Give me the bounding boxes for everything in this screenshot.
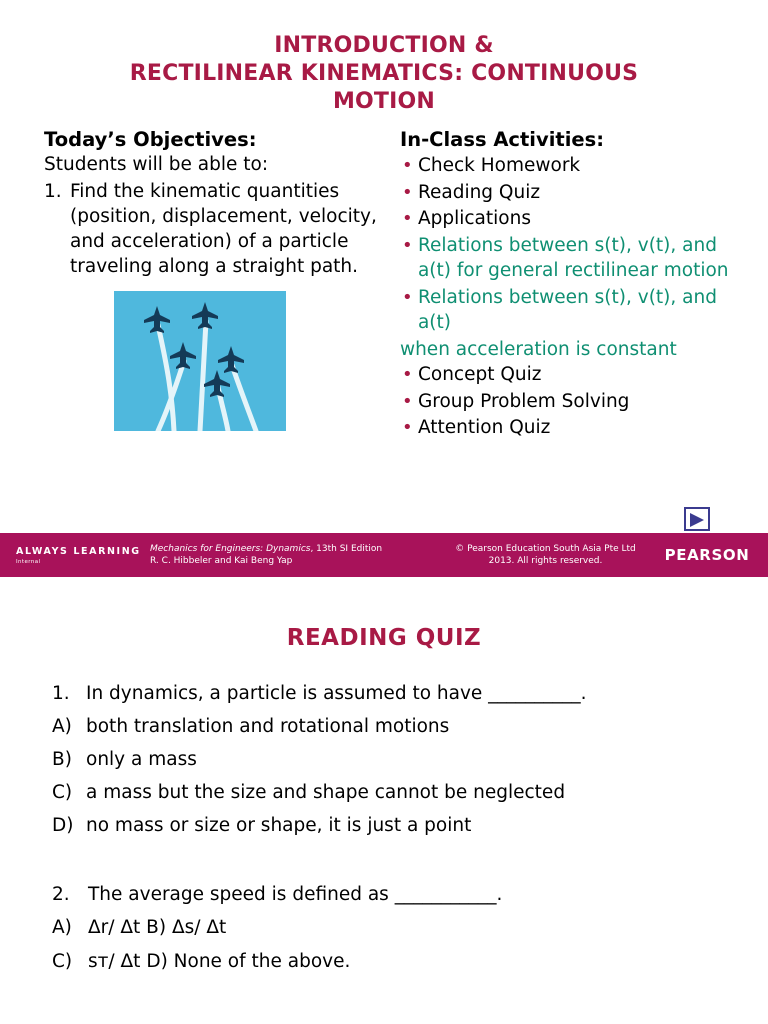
activities-heading: In-Class Activities: bbox=[399, 128, 605, 151]
option-text: a mass but the size and shape cannot be neglected bbox=[86, 782, 566, 803]
slide-columns bbox=[0, 116, 768, 442]
option-text: sᴛ/ Δt D) None of the above. bbox=[88, 951, 351, 972]
internal-label: Internal bbox=[16, 558, 41, 565]
question-option[interactable] bbox=[52, 911, 768, 945]
option-label: D) bbox=[52, 815, 74, 836]
objectives-heading: Today’s Objectives: bbox=[44, 128, 257, 151]
objective-item bbox=[44, 179, 400, 279]
question-text: The average speed is defined as ___________. bbox=[88, 884, 503, 905]
activity-item bbox=[400, 153, 752, 179]
bullet-icon: • bbox=[401, 364, 413, 385]
slide-reading-quiz bbox=[0, 577, 768, 1024]
question-stem bbox=[52, 677, 768, 710]
activity-label: Check Homework bbox=[417, 155, 581, 176]
activity-item bbox=[400, 415, 752, 441]
slide-footer-bar bbox=[0, 533, 768, 577]
activity-item bbox=[400, 180, 752, 206]
jets-illustration bbox=[114, 291, 286, 431]
objectives-column bbox=[16, 128, 400, 442]
option-text: both translation and rotational motions bbox=[86, 716, 450, 737]
activities-column bbox=[400, 128, 752, 442]
book-reference bbox=[150, 543, 445, 567]
bullet-icon: • bbox=[401, 181, 413, 203]
book-edition: , 13th SI Edition bbox=[310, 544, 383, 554]
objective-text: Find the kinematic quantities (position, displacement, velocity, and acceleration) of a particle traveling along a straight path. bbox=[70, 181, 377, 277]
pearson-play-icon bbox=[684, 507, 710, 531]
option-label: C) bbox=[52, 951, 73, 972]
jets-formation-image bbox=[114, 291, 286, 431]
question-number: 2. bbox=[52, 884, 70, 905]
bullet-icon: • bbox=[401, 286, 413, 308]
activity-label: Applications bbox=[417, 208, 531, 229]
book-title: Mechanics for Engineers: Dynamics bbox=[150, 544, 311, 554]
always-learning-logo bbox=[0, 546, 150, 565]
question-2 bbox=[0, 878, 768, 979]
activity-label: Reading Quiz bbox=[417, 181, 541, 203]
activity-item bbox=[400, 233, 752, 284]
option-label: A) bbox=[52, 716, 72, 737]
option-text: no mass or size or shape, it is just a point bbox=[86, 815, 472, 836]
bullet-icon: • bbox=[401, 417, 413, 438]
bullet-icon: • bbox=[401, 234, 413, 256]
pearson-logo bbox=[646, 533, 768, 577]
bullet-icon: • bbox=[401, 208, 413, 229]
book-title-line bbox=[150, 543, 445, 555]
question-number: 1. bbox=[52, 683, 70, 704]
copyright-line-1: © Pearson Education South Asia Pte Ltd bbox=[455, 544, 636, 554]
question-option[interactable] bbox=[52, 743, 768, 776]
copyright-line-2: 2013. All rights reserved. bbox=[488, 556, 603, 566]
activity-label: Relations between s(t), v(t), and a(t) for general rectilinear motion bbox=[417, 234, 729, 281]
activities-list-continued bbox=[400, 362, 752, 441]
triangle-glyph bbox=[690, 513, 704, 527]
question-stem bbox=[52, 878, 768, 911]
activity-item bbox=[400, 285, 752, 336]
activities-free-text: when acceleration is constant bbox=[399, 338, 677, 360]
objectives-subheading: Students will be able to: bbox=[44, 154, 269, 175]
always-learning-text: ALWAYS LEARNING bbox=[16, 545, 141, 557]
option-label: A) bbox=[52, 917, 72, 938]
question-1 bbox=[0, 677, 768, 842]
question-option[interactable] bbox=[52, 776, 768, 809]
slide-title bbox=[0, 0, 768, 116]
objectives-list bbox=[44, 179, 400, 279]
question-text: In dynamics, a particle is assumed to have __________. bbox=[86, 683, 587, 704]
option-label: C) bbox=[52, 782, 73, 803]
option-label: B) bbox=[52, 749, 72, 770]
quiz-title: READING QUIZ bbox=[286, 625, 482, 651]
option-text: Δr/ Δt B) Δs/ Δt bbox=[88, 917, 227, 938]
activity-item bbox=[400, 362, 752, 388]
slide-title-line-3: MOTION bbox=[332, 89, 436, 114]
activity-label: Concept Quiz bbox=[417, 364, 542, 385]
pearson-wordmark: PEARSON bbox=[664, 546, 750, 564]
activity-label: Relations between s(t), v(t), and a(t) bbox=[417, 286, 717, 333]
question-option[interactable] bbox=[52, 710, 768, 743]
slide-title-line-2: RECTILINEAR KINEMATICS: CONTINUOUS bbox=[129, 61, 639, 86]
question-option[interactable] bbox=[52, 809, 768, 842]
activity-label: Attention Quiz bbox=[417, 417, 551, 438]
option-text: only a mass bbox=[86, 749, 197, 770]
copyright-notice bbox=[445, 543, 646, 567]
slide-title-line-1: INTRODUCTION & bbox=[274, 33, 494, 58]
bullet-icon: • bbox=[401, 155, 413, 176]
objective-number: 1. bbox=[44, 181, 62, 202]
activities-list bbox=[400, 153, 752, 336]
activity-item bbox=[400, 389, 752, 415]
activity-label: Group Problem Solving bbox=[417, 390, 630, 412]
book-authors: R. C. Hibbeler and Kai Beng Yap bbox=[150, 556, 293, 566]
question-option[interactable] bbox=[52, 945, 768, 979]
bullet-icon: • bbox=[401, 390, 413, 412]
activity-item bbox=[400, 206, 752, 232]
